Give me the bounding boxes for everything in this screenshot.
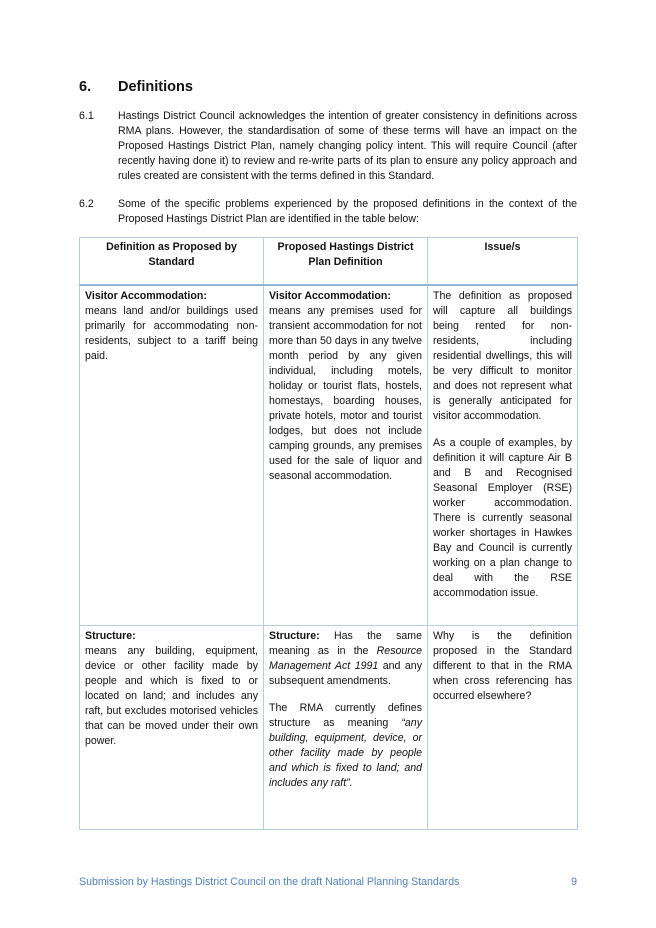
cell-hastings-definition: [264, 626, 428, 830]
page-number: 9: [571, 876, 577, 888]
paragraph-6-1: [79, 109, 577, 184]
definitions-table: [79, 237, 578, 830]
paragraph-text: Hastings District Council acknowledges the intention of greater consistency in definitions across RMA plans. However, the standardisation of some of these terms will have an impact on the Proposed Hastings District Plan, namely changing policy intent. This will require Council (after recently having done it) to review and re-write parts of its plan to ensure any policy approach and rules created are consistent with the terms defined in this Standard.: [118, 110, 577, 182]
defined-term: Visitor Accommodation:: [269, 290, 391, 302]
section-heading: [79, 79, 193, 95]
table-row: [80, 626, 578, 830]
issue-text: The definition as proposed will capture all buildings being rented for non-residents, including residential dwellings, this will be very difficult to monitor and does not represent what is generally anticipated for visitor accommodation.: [433, 290, 572, 422]
definition-text: The RMA currently defines structure as meaning: [269, 702, 422, 729]
cell-standard-definition: [80, 626, 264, 830]
definition-text: means land and/or buildings used primarily for accommodating non-residents, subject to a tariff being paid.: [85, 305, 258, 362]
header-issues: Issue/s: [428, 238, 578, 286]
cell-issues: [428, 626, 578, 830]
header-standard-definition: Definition as Proposed by Standard: [80, 238, 264, 286]
table-row: [80, 285, 578, 626]
section-title: Definitions: [118, 79, 193, 95]
paragraph-6-2: [79, 197, 577, 227]
definition-text: means any building, equipment, device or other facility made by people and which is fixed to or located on land; and includes any raft, but excludes motorised vehicles that can be moved under their own power.: [85, 645, 258, 747]
defined-term: Visitor Accommodation:: [85, 290, 207, 302]
paragraph-number: 6.1: [79, 110, 94, 122]
issue-text: As a couple of examples, by definition it will capture Air B and B and Recognised Seasonal Employer (RSE) worker accommodation. There is currently seasonal worker shortages in Hawkes Bay and Council is currently working on a plan change to deal with the RSE accommodation issue.: [433, 437, 572, 599]
page-footer: [79, 876, 577, 888]
paragraph-text: Some of the specific problems experienced by the proposed definitions in the context of the Proposed Hastings District Plan are identified in the table below:: [118, 198, 577, 225]
defined-term: Structure:: [269, 630, 320, 642]
table-header-row: [80, 238, 578, 286]
definition-text: Has the same meaning as in the: [269, 630, 423, 657]
cell-standard-definition: [80, 285, 264, 626]
definition-text: and any subsequent amendments.: [269, 660, 422, 687]
header-hastings-definition: Proposed Hastings District Plan Definition: [264, 238, 428, 286]
definition-quote: “any building, equipment, device, or other facility made by people and which is fixed to land; and includes any raft”.: [269, 717, 422, 789]
definition-act-name: Resource Management Act 1991: [269, 645, 422, 672]
definition-text: means any premises used for transient accommodation for not more than 50 days in any twelve month period by any given individual, including motels, holiday or tourist flats, hostels, homestays, boarding houses, private hotels, motor and tourist lodges, but does not include camping grounds, any premises used for the sale of liquor and seasonal accommodation.: [269, 305, 422, 482]
issue-text: Why is the definition proposed in the Standard different to that in the RMA when cross referencing has occurred elsewhere?: [433, 630, 572, 702]
cell-hastings-definition: [264, 285, 428, 626]
defined-term: Structure:: [85, 630, 136, 642]
footer-text: Submission by Hastings District Council on the draft National Planning Standards: [79, 876, 460, 888]
paragraph-number: 6.2: [79, 198, 94, 210]
cell-issues: [428, 285, 578, 626]
section-number: 6.: [79, 79, 92, 95]
